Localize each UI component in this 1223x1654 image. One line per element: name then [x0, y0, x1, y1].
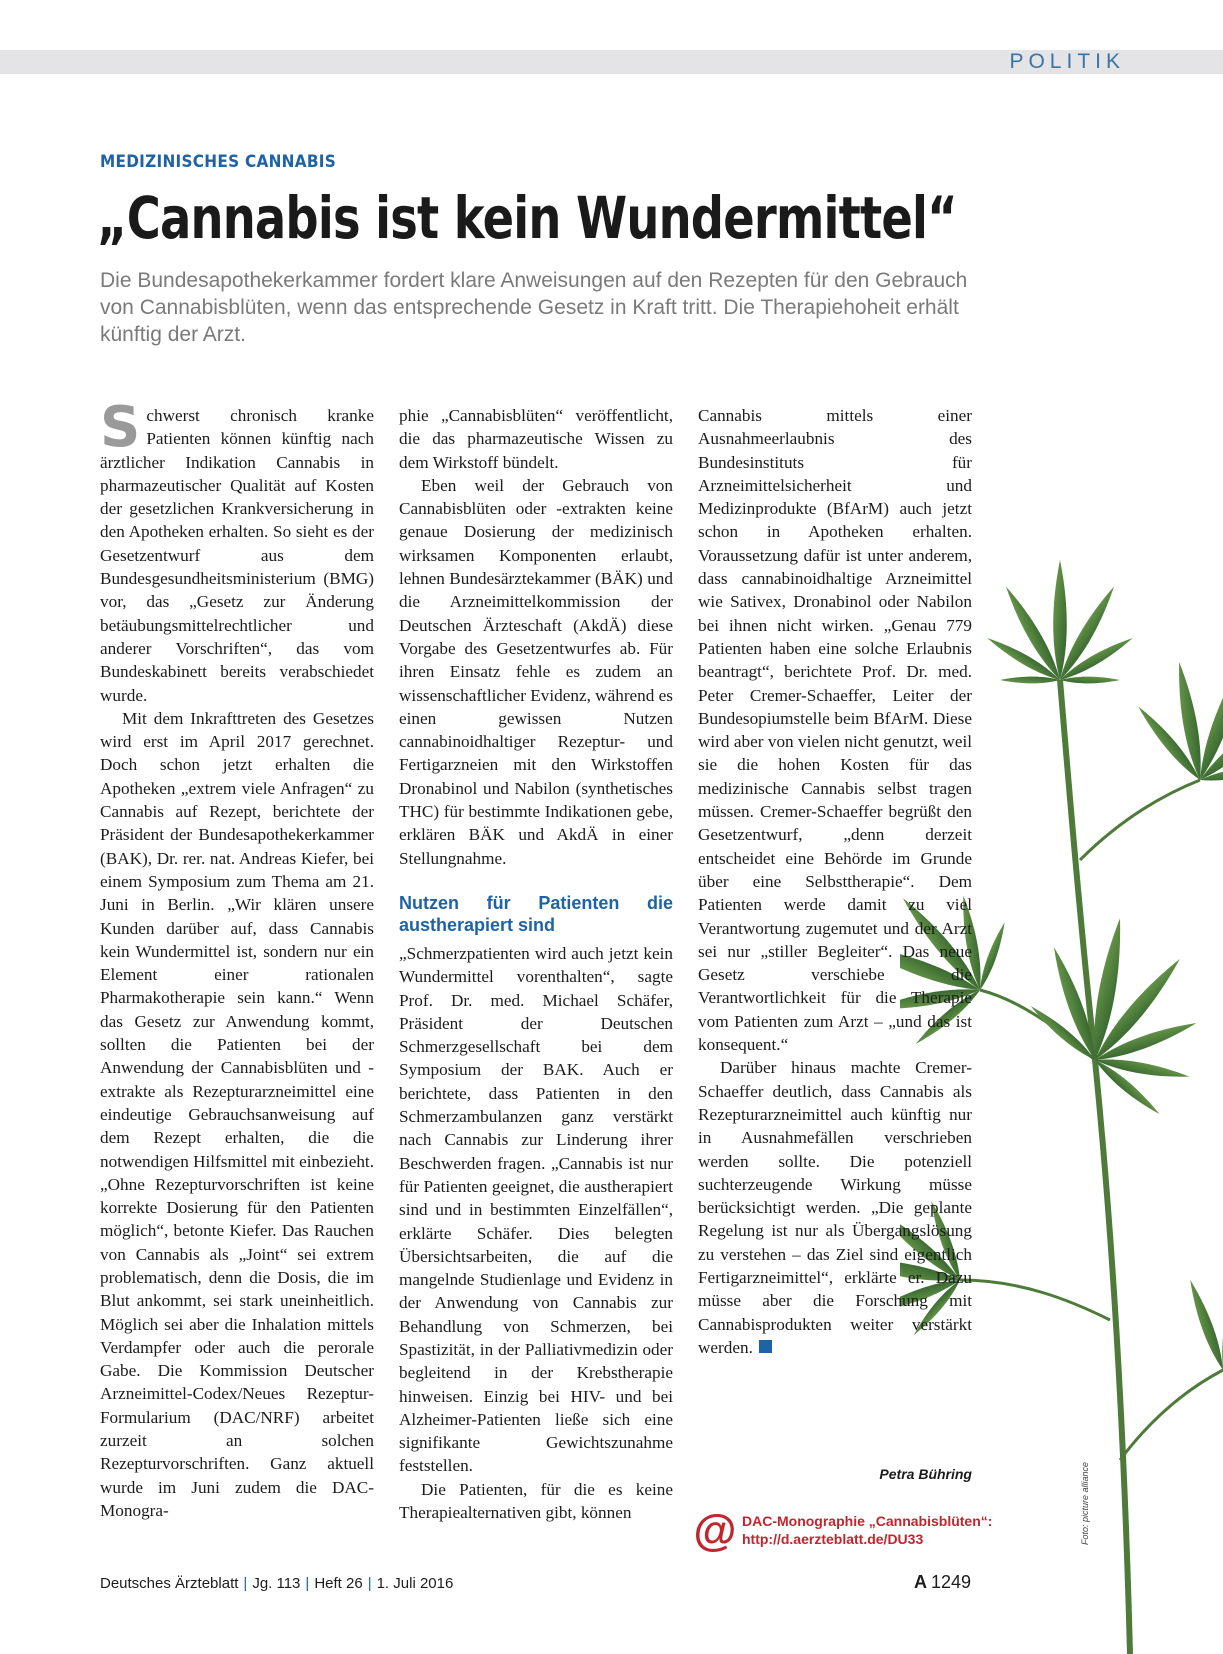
at-sign-icon	[693, 1509, 737, 1553]
paragraph	[698, 1056, 972, 1359]
page-footer	[100, 1575, 453, 1592]
paragraph: phie „Cannabisblüten“ veröffentlicht, die das pharmazeutische Wissen zu dem Wirkstoff bündelt.	[399, 406, 673, 472]
article-kicker: MEDIZINISCHES CANNABIS	[100, 152, 337, 172]
section-label: POLITIK	[1009, 50, 1125, 73]
link-title: DAC-Monographie „Cannabisblüten“:	[742, 1513, 993, 1529]
paragraph: „Schmerzpatienten wird auch jetzt kein Wundermittel vorenthalten“, sagte Prof. Dr. med. Michael Schäfer, Präsident der Deutschen Schmerzgesellschaft bei dem Symposium der BAK. Auch er berichtete, dass Patienten in den Schmerzambulanzen ganz verstärkt nach Cannabis zur Linderung ihrer Beschwerden fragen. „Cannabis ist nur für Patienten geeignet, die austherapiert sind und in bestimmten Einzelfällen“, erklärte Schäfer. Dies belegten Übersichtsarbeiten, die auf die mangelnde Studienlage und Evidenz in der Anwendung von Cannabis zur Behandlung von Schmerzen, bei Spastizität, in der Palliativmedizin oder begleitend in der Krebstherapie hinweisen. Einzig bei HIV- und bei Alzheimer-Patienten ließe sich eine signifikante Gewichtszunahme feststellen.	[399, 943, 673, 1476]
photo-credit: Foto: picture alliance	[1080, 1461, 1090, 1545]
article-column-1	[100, 395, 374, 1522]
paragraph: Mit dem Inkrafttreten des Gesetzes wird erst im April 2017 gerechnet. Doch schon jetzt erhalten die Apotheken „extrem viele Anfragen“ zu Cannabis auf Rezept, berichtete der Präsident der Bundesapothekerkammer (BAK), Dr. rer. nat. Andreas Kiefer, bei einem Symposium zum Thema am 21. Juni in Berlin. „Wir klären unsere Kunden darüber auf, dass Cannabis kein Wundermittel ist, sondern nur ein Element einer rationalen Pharmakotherapie sein kann.“ Wenn das Gesetz zur Anwendung kommt, sollten die Patienten bei der Anwendung der Cannabisblüten und -extrakte als Rezepturarzneimittel eine eindeutige Gebrauchsanweisung auf dem Rezept erhalten, die die notwendigen Hilfsmittel mit einbezieht. „Ohne Rezepturvorschriften ist keine korrekte Dosierung für den Patienten möglich“, betonte Kiefer. Das Rauchen von Cannabis als „Joint“ sei extrem problematisch, denn die Dosis, die im Blut ankommt, sei stark uneinheitlich. Möglich sei aber die Inhalation mittels Verdampfer oder auch die perorale Gabe. Die Kommission Deutscher Arzneimittel-Codex/Neues Rezeptur-Formularium (DAC/NRF) arbeitet zurzeit an solchen Rezepturvorschriften. Ganz aktuell wurde im Juni zudem die DAC-Monogra-	[100, 708, 374, 1520]
footer-separator: |	[243, 1575, 248, 1592]
link-url[interactable]: http://d.aerzteblatt.de/DU33	[742, 1531, 924, 1547]
svg-text:@: @	[693, 1509, 737, 1553]
journal-name: Deutsches Ärzteblatt	[100, 1575, 239, 1592]
paragraph-text: Darüber hinaus machte Cremer-Schaeffer deutlich, dass Cannabis als Rezepturarzneimittel auch künftig nur in Ausnahmefällen verschrieben werden sollte. Die potenziell suchterzeugende Wirkung müsse berücksichtigt werden. „Die geplante Regelung ist nur als Übergangslösung zu verstehen – das Ziel sind eigentlich Fertigarzneimittel“, erklärte er. Dazu müsse aber die Forschung mit Cannabisprodukten weiter verstärkt werden.	[698, 1058, 972, 1357]
article-subheading: Nutzen für Patienten die austherapiert sind	[399, 892, 673, 935]
footer-separator: |	[367, 1575, 372, 1592]
author-name: Petra Bühring	[879, 1466, 972, 1482]
article-headline: „Cannabis ist kein Wundermittel“	[97, 184, 957, 252]
page-number-value: 1249	[930, 1572, 971, 1592]
paragraph	[100, 395, 374, 707]
paragraph-text: chwerst chronisch kranke Patienten können künftig nach ärztlicher Indikation Cannabis in pharmazeutischer Qualität auf Kosten der gesetzlichen Krankversicherung in den Apotheken erhalten. So sieht es der Gesetzentwurf aus dem Bundesgesundheitsministerium (BMG) vor, das „Gesetz zur Änderung betäubungsmittelrechtlicher und anderer Vorschriften“, das vom Bundeskabinett bereits verabschiedet wurde.	[100, 406, 374, 705]
paragraph: Eben weil der Gebrauch von Cannabisblüten oder -extrakten keine genaue Dosierung der medizinisch wirksamen Komponenten erlaubt, lehnen Bundesärztekammer (BÄK) und die Arzneimittelkommission der Deutschen Ärzteschaft (AkdÄ) diese Vorgabe des Gesetzentwurfes ab. Für ihren Einsatz fehle es zudem an wissenschaftlicher Evidenz, während es einen gewissen Nutzen cannabinoidhaltiger Rezeptur- und Fertigarzneien mit den Wirkstoffen Dronabinol und Nabilon (synthetisches THC) für bestimmte Indikationen gebe, erklären BÄK und AkdÄ in einer Stellungnahme.	[399, 475, 673, 868]
end-mark-icon	[759, 1340, 772, 1353]
web-link-box[interactable]	[742, 1512, 992, 1548]
article-column-3	[698, 404, 972, 1359]
journal-volume: Jg. 113	[252, 1575, 301, 1592]
drop-cap: S	[100, 395, 141, 460]
journal-issue: Heft 26	[314, 1575, 363, 1592]
journal-date: 1. Juli 2016	[376, 1575, 454, 1592]
page-prefix: A	[913, 1572, 927, 1592]
article-column-2	[399, 404, 673, 1524]
page-number	[914, 1572, 971, 1593]
paragraph: Die Patienten, für die es keine Therapiealternativen gibt, können	[399, 1479, 673, 1523]
footer-separator: |	[305, 1575, 310, 1592]
article-standfirst: Die Bundesapothekerkammer fordert klare Anweisungen auf den Rezepten für den Gebrauch von Cannabisblüten, wenn das entsprechende Gesetz in Kraft tritt. Die Therapiehoheit erhält künftig der Arzt.	[100, 269, 968, 346]
paragraph: Cannabis mittels einer Ausnahmeerlaubnis des Bundesinstituts für Arzneimittelsicherheit und Medizinprodukte (BfArM) auch jetzt schon in Apotheken erhalten. Voraussetzung dafür ist unter anderem, dass cannabinoidhaltige Arzneimittel wie Sativex, Dronabinol oder Nabilon bei ihnen nicht wirken. „Genau 779 Patienten haben eine solche Erlaubnis beantragt“, berichtete Prof. Dr. med. Peter Cremer-Schaeffer, Leiter der Bundesopiumstelle beim BfArM. Diese wird aber von vielen nicht genutzt, weil sie die hohen Kosten für das medizinische Cannabis selbst tragen müssen. Cremer-Schaeffer begrüßt den Gesetzentwurf, „denn derzeit entscheidet eine Behörde im Grunde über eine Selbsttherapie“. Dem Patienten werde damit zu viel Verantwortung zugemutet und der Arzt sei nur „stiller Begleiter“. Das neue Gesetz verschiebe die Verantwortlichkeit für die Therapie vom Patienten zum Arzt – „und das ist konsequent.“	[698, 406, 972, 1055]
